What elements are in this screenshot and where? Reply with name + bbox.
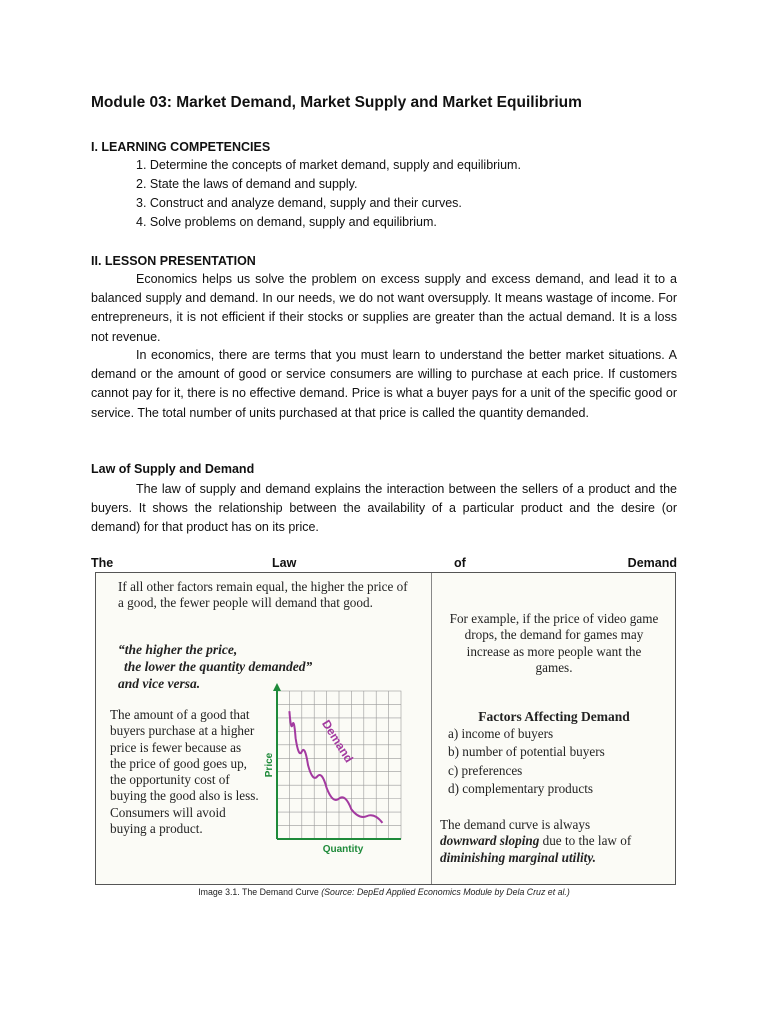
figure-example: For example, if the price of video game drops, the demand for games may increase as more people want the games. bbox=[449, 611, 659, 675]
lesson-paragraph bbox=[91, 270, 677, 347]
figure-caption bbox=[0, 887, 768, 897]
figure-quote-3: and vice versa. bbox=[118, 676, 201, 691]
law-paragraph bbox=[91, 480, 677, 538]
law-word: of bbox=[454, 556, 466, 570]
competency-item: 2. State the laws of demand and supply. bbox=[136, 177, 358, 191]
module-title: Module 03: Market Demand, Market Supply and Market Equilibrium bbox=[91, 94, 582, 111]
figure-conclusion bbox=[440, 817, 670, 866]
factor-item: d) complementary products bbox=[448, 781, 594, 796]
conclusion-text: due to the law of bbox=[539, 833, 632, 849]
y-axis-arrow bbox=[273, 683, 281, 691]
figure-explanation: The amount of a good that buyers purchase at a higher price is fewer because as the price of good goes up, the opportunity cost of buying the good also is less. Consumers will avoid buying a product. bbox=[110, 707, 259, 837]
law-paragraph-text: The law of supply and demand explains the interaction between the sellers of a product and the buyers. It shows the relationship between the availability of a particular product and the desire (or demand) for that product has on its price. bbox=[91, 482, 677, 535]
demand-curve-label: Demand bbox=[319, 717, 357, 766]
competency-item: 1. Determine the concepts of market demand, supply and equilibrium. bbox=[136, 158, 521, 172]
factors-heading: Factors Affecting Demand bbox=[478, 709, 630, 724]
law-word: Law bbox=[272, 556, 297, 570]
lesson-heading: II. LESSON PRESENTATION bbox=[91, 254, 256, 268]
competency-item: 4. Solve problems on demand, supply and equilibrium. bbox=[136, 215, 437, 229]
caption-main: Image 3.1. The Demand Curve bbox=[198, 887, 322, 897]
law-word: The bbox=[91, 556, 114, 570]
factor-item: c) preferences bbox=[448, 763, 523, 778]
figure-intro: If all other factors remain equal, the higher the price of a good, the fewer people will demand that good. bbox=[118, 579, 408, 611]
factor-item: a) income of buyers bbox=[448, 726, 554, 741]
conclusion-emphasis: downward sloping bbox=[440, 833, 540, 849]
chart-grid bbox=[277, 691, 401, 839]
chart-x-label: Quantity bbox=[322, 844, 364, 855]
chart-y-label: Price bbox=[264, 752, 275, 778]
figure-quote-1: “the higher the price, bbox=[118, 642, 238, 657]
figure-divider bbox=[431, 573, 432, 884]
conclusion-emphasis: diminishing marginal utility. bbox=[440, 849, 596, 865]
lesson-paragraph-text: In economics, there are terms that you must learn to understand the better market situations. A demand or the amount of good or service consumers are willing to purchase at each price. If customers cannot pay for it, there is no effective demand. Price is what a buyer pays for a unit of the specific good or service. The total number of units purchased at that price is called the quantity demanded. bbox=[91, 348, 677, 420]
chart-axes bbox=[273, 683, 401, 839]
lesson-paragraph-text: Economics helps us solve the problem on excess supply and excess demand, and lead it to a balanced supply and demand. In our needs, we do not want oversupply. It means wastage of income. For entrepreneurs, it is not efficient if their stocks or supplies are greater than the actual demand. It is a loss not revenue. bbox=[91, 272, 677, 344]
demand-chart bbox=[261, 681, 409, 865]
figure-quote-2: the lower the quantity demanded” bbox=[124, 659, 313, 674]
law-word: Demand bbox=[627, 556, 677, 570]
lesson-paragraph bbox=[91, 346, 677, 423]
demand-curve-figure bbox=[95, 572, 676, 885]
law-heading: Law of Supply and Demand bbox=[91, 462, 255, 476]
competency-item: 3. Construct and analyze demand, supply and their curves. bbox=[136, 196, 462, 210]
competencies-heading: I. LEARNING COMPETENCIES bbox=[91, 140, 271, 154]
conclusion-text: The demand curve is always bbox=[440, 817, 591, 832]
factor-item: b) number of potential buyers bbox=[448, 744, 605, 759]
caption-source: (Source: DepEd Applied Economics Module by Dela Cruz et al.) bbox=[321, 887, 570, 897]
